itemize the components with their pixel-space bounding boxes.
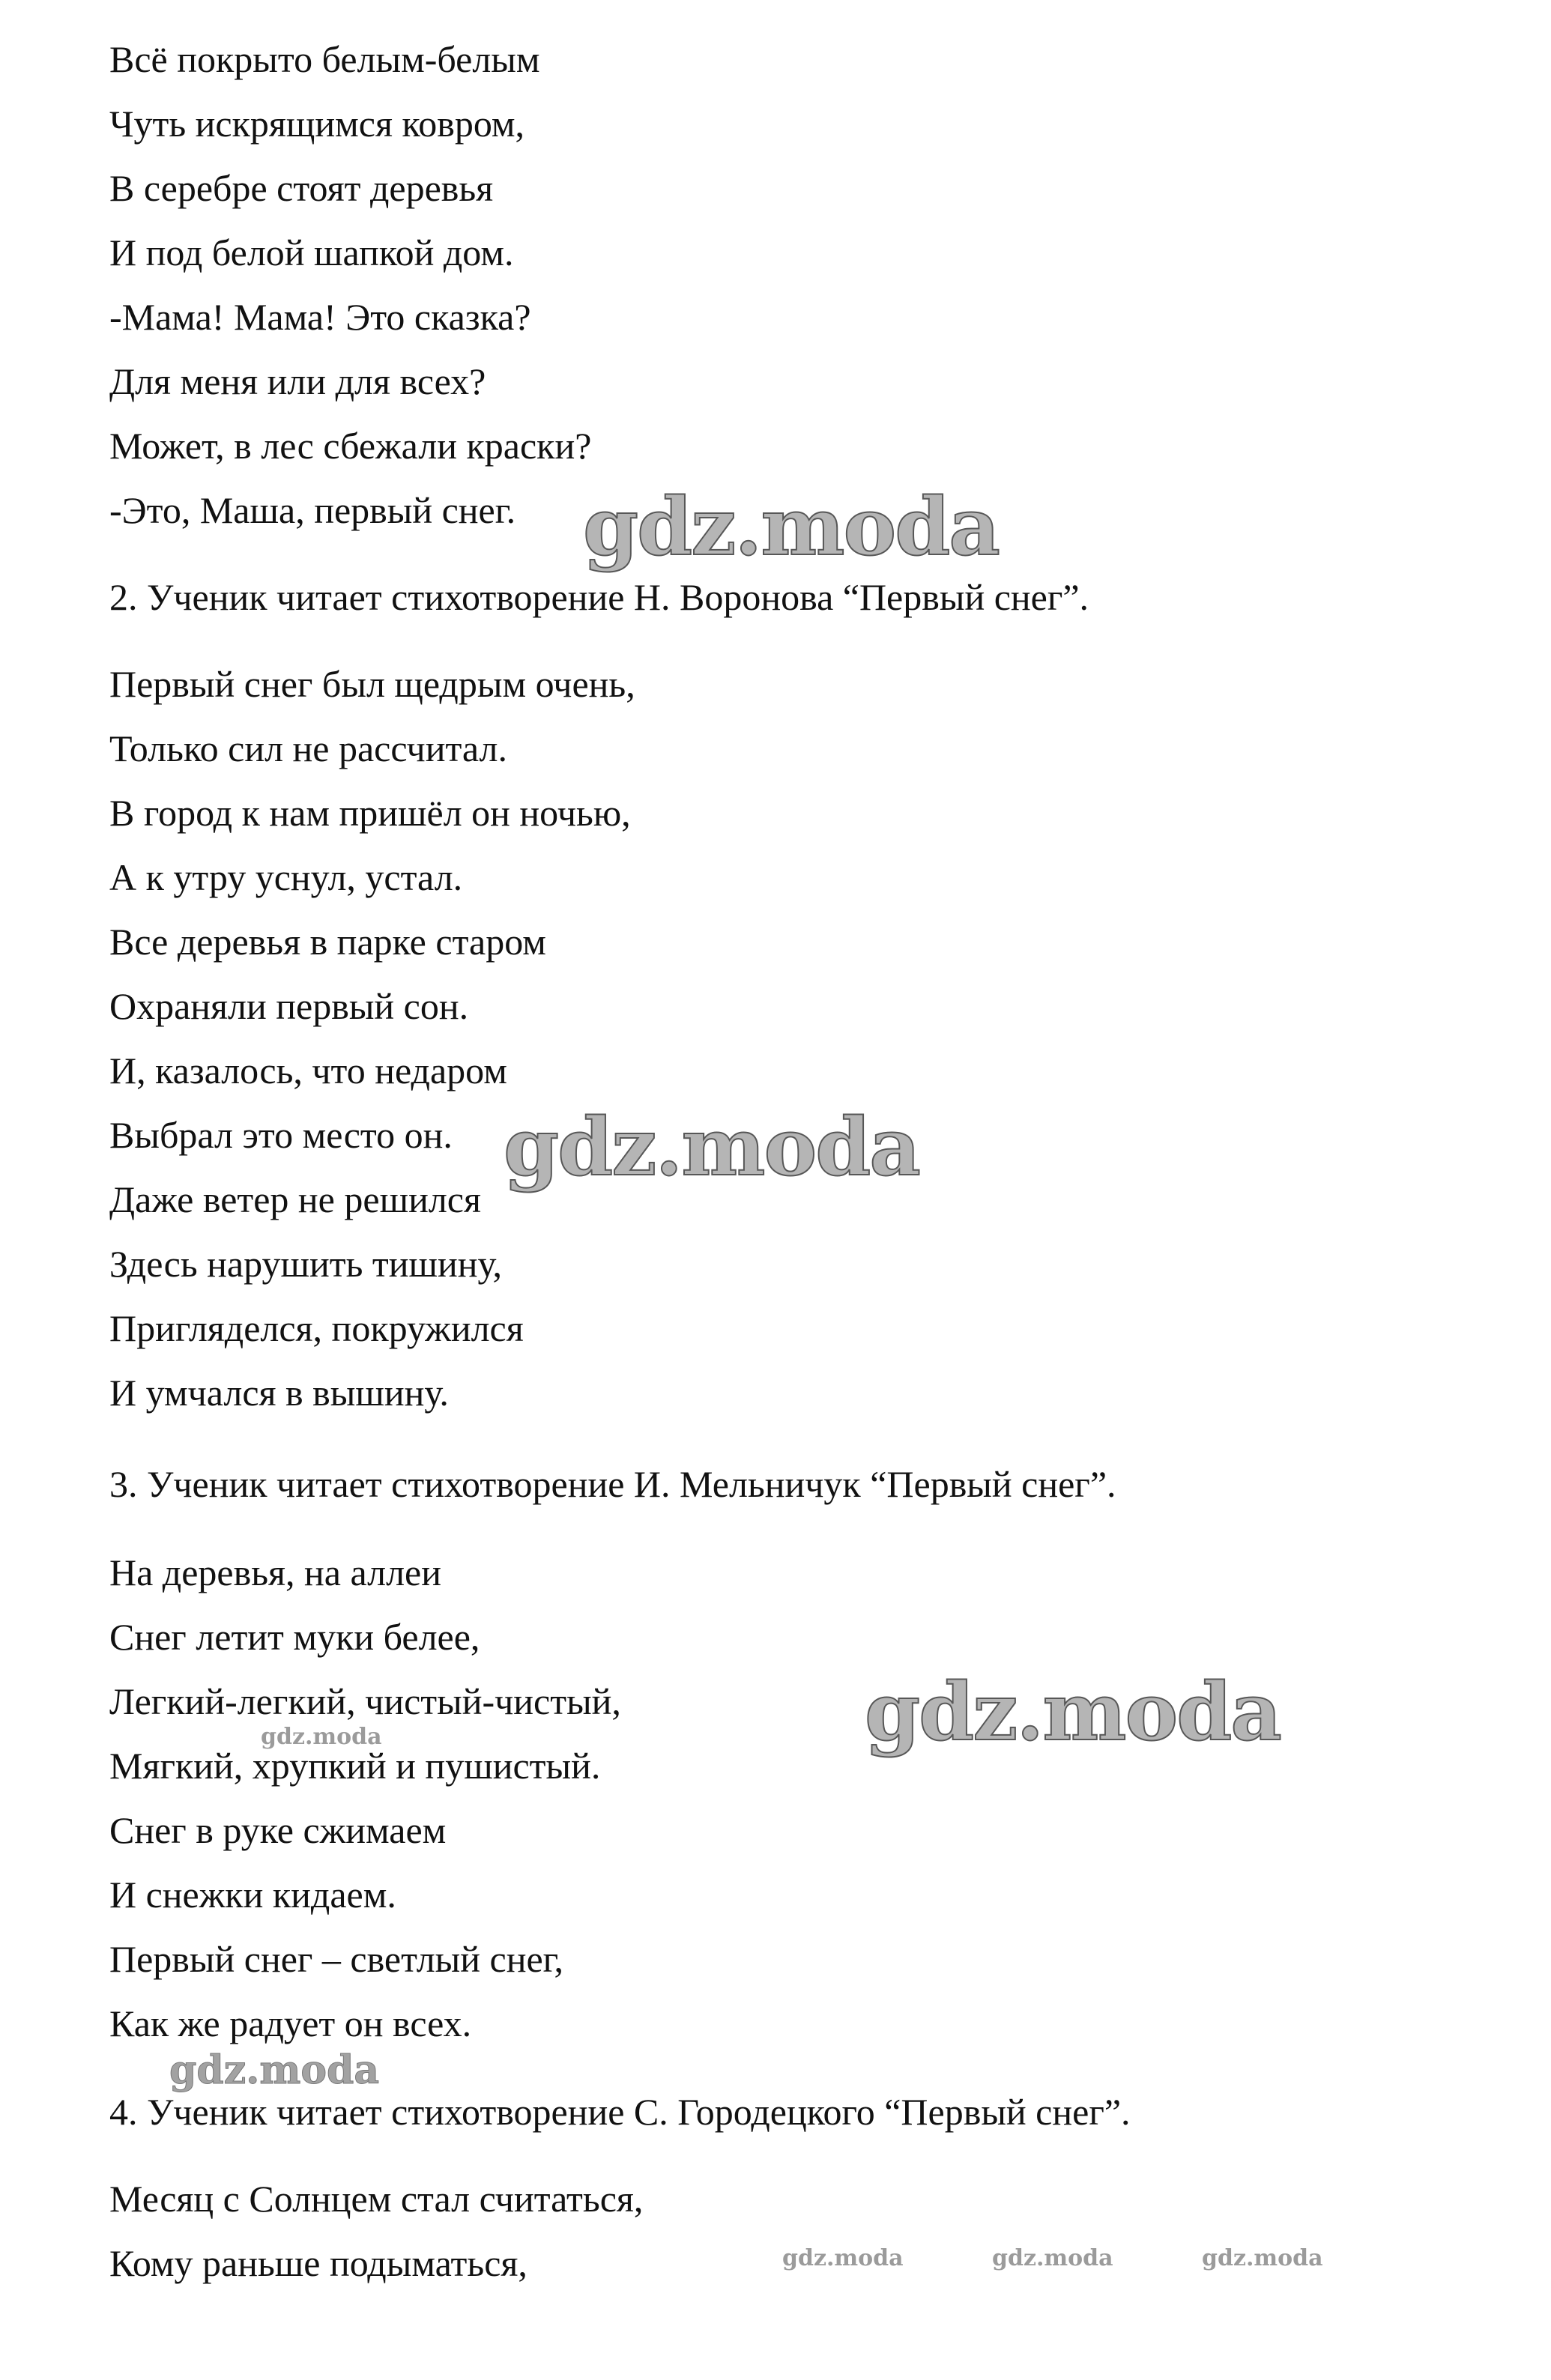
text-line: Первый снег был щедрым очень, [109,663,635,705]
text-line: Снег летит муки белее, [109,1616,480,1658]
watermark: gdz.moda [261,1724,382,1750]
text-line: Пригляделся, покружился [109,1307,524,1349]
text-line: В город к нам пришёл он ночью, [109,792,631,834]
watermark: gdz.moda [504,1100,919,1193]
watermark: gdz.moda [583,479,999,573]
text-line: Может, в лес сбежали краски? [109,425,592,467]
text-line: Первый снег – светлый снег, [109,1938,564,1980]
text-line: Охраняли первый сон. [109,985,469,1027]
watermark: gdz.moda [782,2245,904,2271]
text-line: Мягкий, хрупкий и пушистый. [109,1745,601,1787]
text-line: Для меня или для всех? [109,360,486,402]
text-line: И под белой шапкой дом. [109,231,514,273]
text-line: Месяц с Солнцем стал считаться, [109,2178,644,2220]
text-line: На деревья, на аллеи [109,1551,441,1593]
text-line: Снег в руке сжимаем [109,1809,447,1851]
text-line: Здесь нарушить тишину, [109,1243,502,1285]
text-line: -Мама! Мама! Это сказка? [109,296,531,338]
text-line: Всё покрыто белым-белым [109,38,540,80]
text-line: И умчался в вышину. [109,1372,449,1414]
text-line: Выбрал это место он. [109,1114,453,1156]
text-line: Как же радует он всех. [109,2002,472,2044]
watermark: gdz.moda [865,1665,1281,1758]
text-line: Чуть искрящимся ковром, [109,103,525,145]
text-line: Даже ветер не решился [109,1178,481,1220]
section-heading: 3. Ученик читает стихотворение И. Мельничук “Первый снег”. [109,1463,1116,1505]
watermark: gdz.moda [1202,2245,1323,2271]
text-line: -Это, Маша, первый снег. [109,489,516,531]
text-line: А к утру уснул, устал. [109,856,463,898]
text-line: Все деревья в парке старом [109,921,546,963]
text-line: Кому раньше подыматься, [109,2242,527,2284]
text-line: И, казалось, что недаром [109,1050,507,1091]
watermark: gdz.moda [169,2047,380,2093]
text-line: В серебре стоят деревья [109,167,494,209]
watermark: gdz.moda [992,2245,1113,2271]
text-line: Только сил не рассчитал. [109,727,508,769]
section-heading: 2. Ученик читает стихотворение Н. Воронова “Первый снег”. [109,576,1089,618]
text-line: И снежки кидаем. [109,1874,396,1916]
text-line: Легкий-легкий, чистый-чистый, [109,1680,621,1722]
section-heading: 4. Ученик читает стихотворение С. Городецкого “Первый снег”. [109,2091,1131,2133]
